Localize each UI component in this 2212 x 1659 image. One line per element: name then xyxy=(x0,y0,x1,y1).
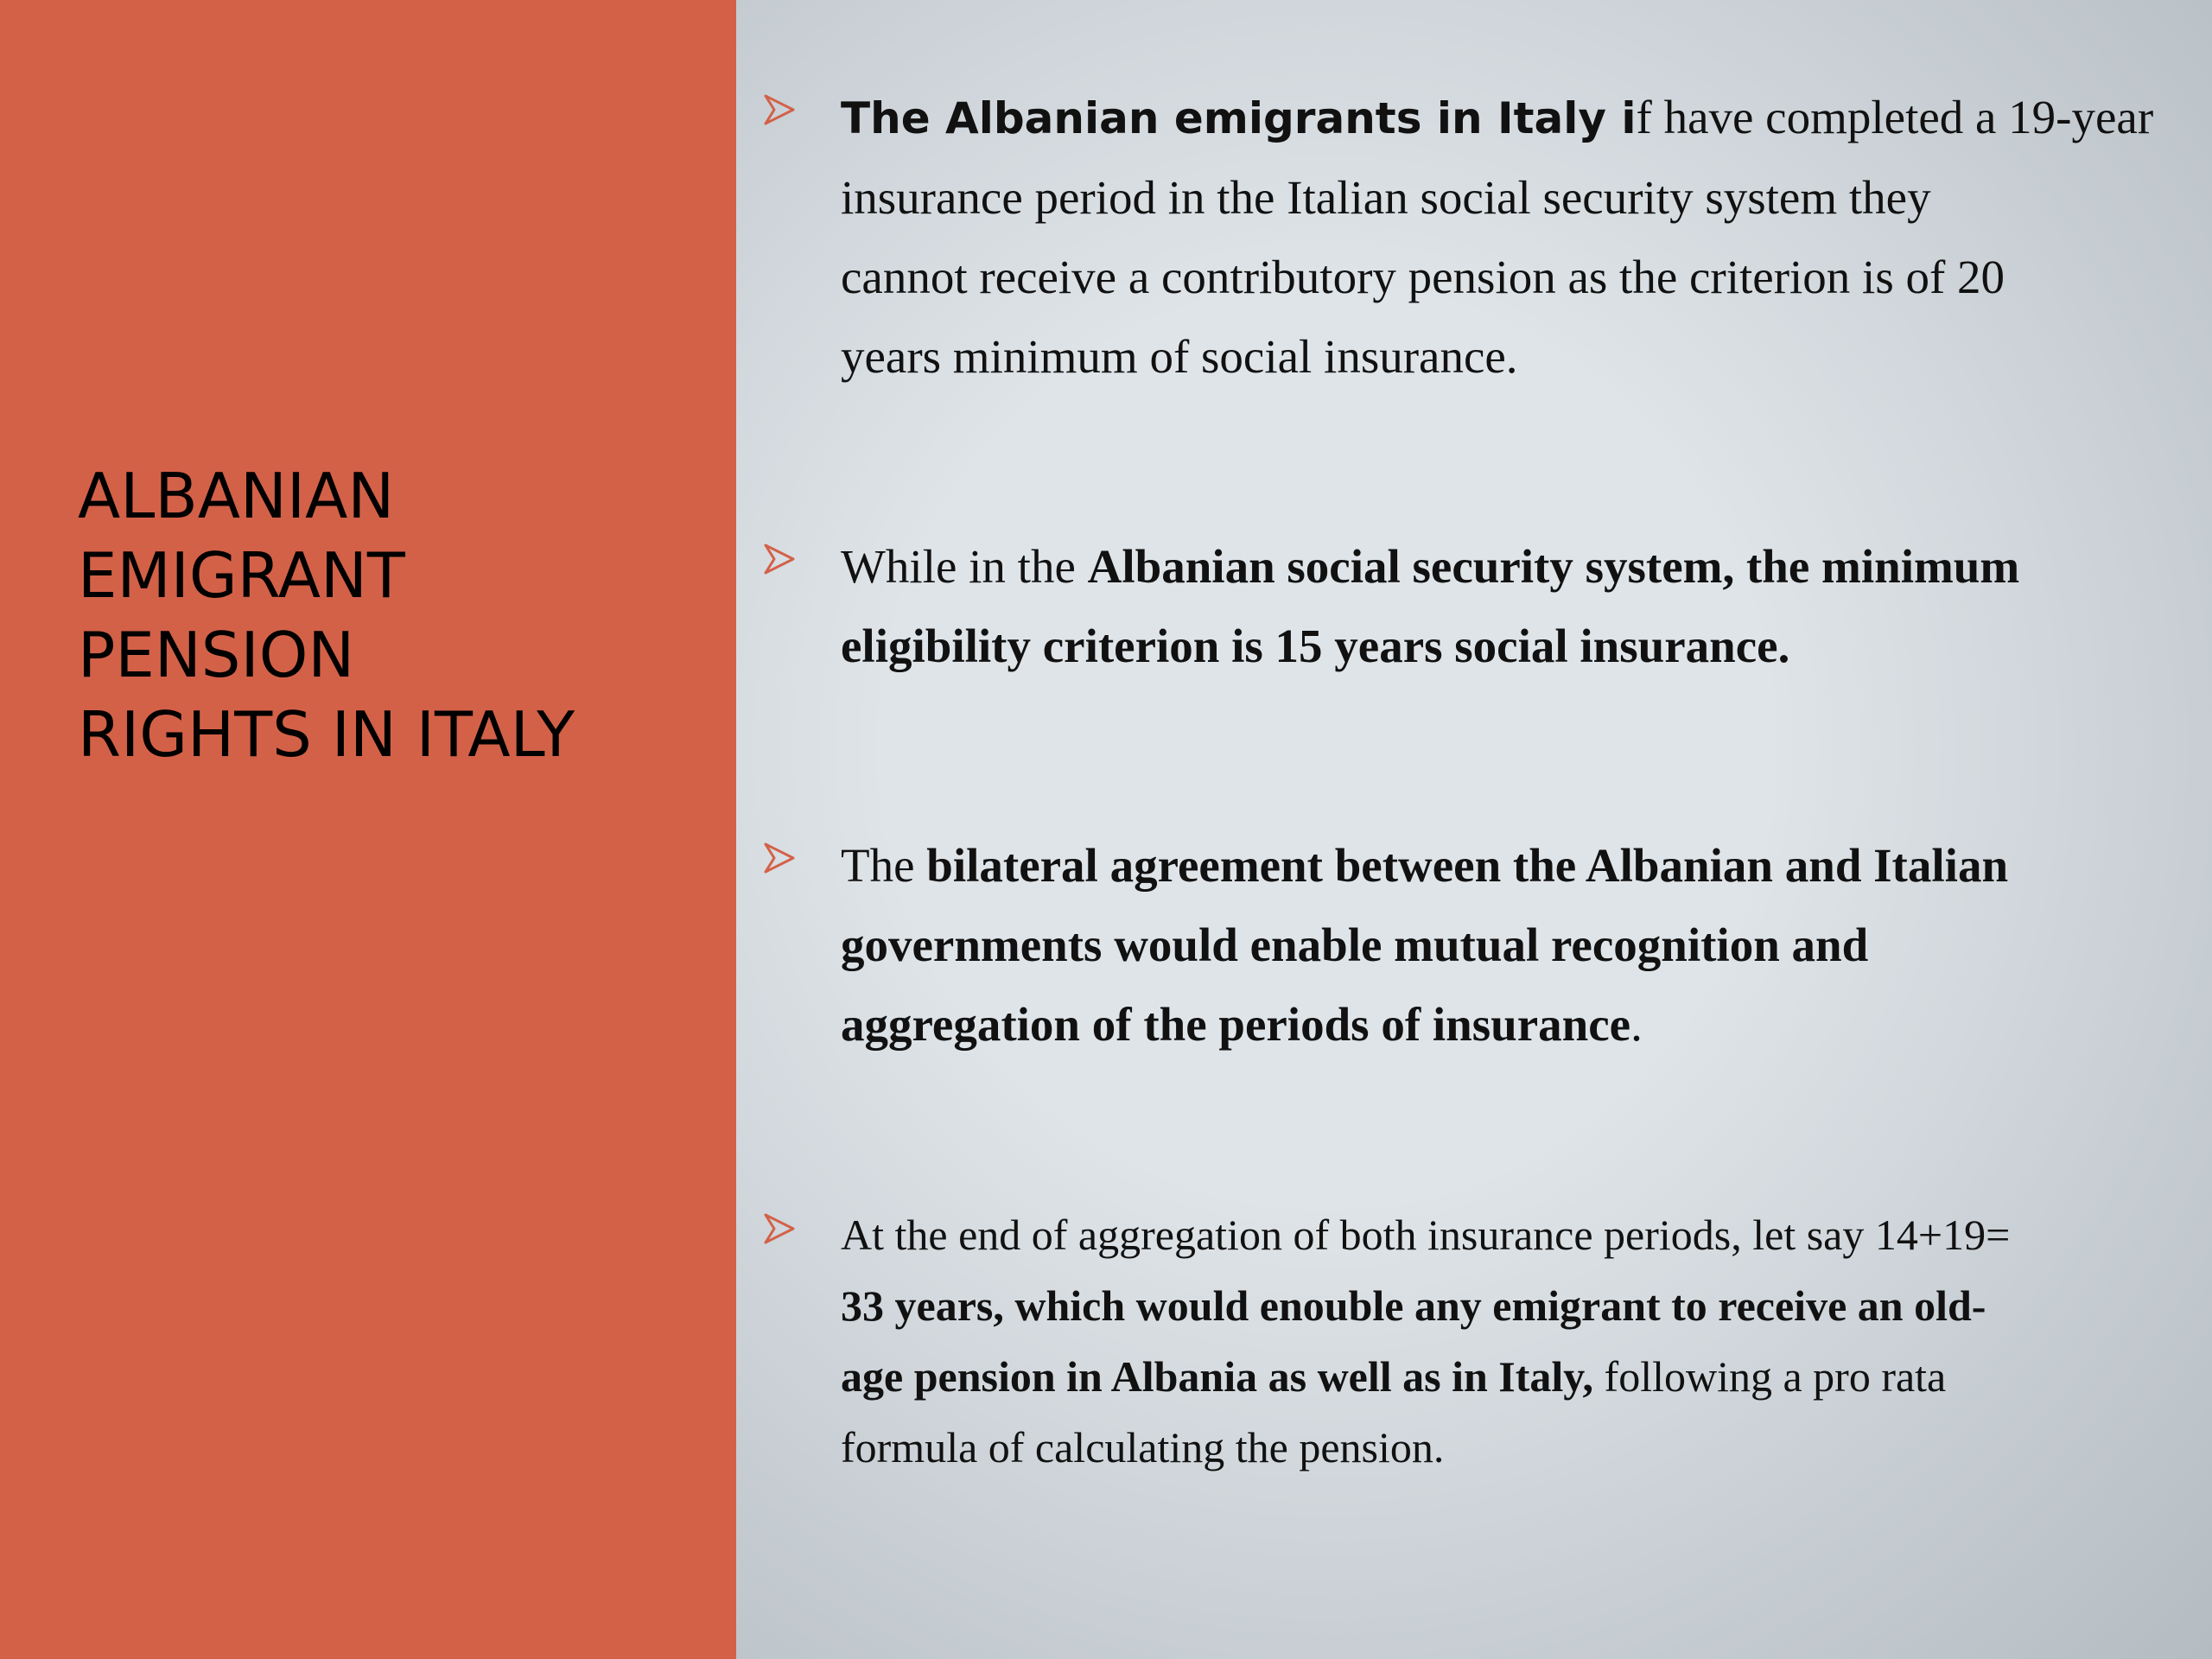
text-run: f have completed a 19-year xyxy=(1636,91,2154,143)
bullet-text xyxy=(841,1199,2210,1483)
text-run: While in the xyxy=(841,540,1088,593)
bold-phrase: Albanian social security system, the minimum xyxy=(1087,540,2020,593)
title-line: ALBANIAN xyxy=(78,460,395,532)
content-panel xyxy=(736,0,2212,1659)
title-panel xyxy=(0,0,736,1659)
bold-phrase: The Albanian emigrants in Italy i xyxy=(841,93,1637,143)
bullet-line xyxy=(841,826,2210,906)
bullet-line: cannot receive a contributory pension as the criterion is of 20 xyxy=(841,251,2005,303)
bullet-text xyxy=(841,527,2210,686)
bullet-text xyxy=(841,78,2210,397)
arrowhead-bullet-icon xyxy=(762,542,797,576)
bullet-line: 33 years, which would enouble any emigrant to receive an old- xyxy=(841,1281,1986,1330)
text-run: following a pro rata xyxy=(1593,1352,1947,1401)
bullet-line xyxy=(841,985,2210,1065)
bold-phrase: aggregation of the periods of insurance xyxy=(841,998,1631,1051)
bullet-line: years minimum of social insurance. xyxy=(841,330,1518,383)
bullet-line xyxy=(841,1341,2210,1412)
text-run: The xyxy=(841,839,927,892)
text-run: . xyxy=(1630,998,1643,1051)
arrowhead-bullet-icon xyxy=(762,841,797,875)
bullet-line: At the end of aggregation of both insurance periods, let say 14+19= xyxy=(841,1211,2011,1259)
bullet-line: eligibility criterion is 15 years social insurance. xyxy=(841,620,1790,672)
arrowhead-bullet-icon xyxy=(762,1211,797,1246)
arrowhead-bullet-icon xyxy=(762,92,797,127)
slide-title xyxy=(78,456,717,774)
title-line: RIGHTS IN ITALY xyxy=(78,698,575,771)
bold-phrase: age pension in Albania as well as in Italy, xyxy=(841,1352,1594,1401)
bold-phrase: bilateral agreement between the Albanian and Italian xyxy=(926,839,2009,892)
bullet-line: governments would enable mutual recognition and xyxy=(841,918,1869,971)
bullet-line xyxy=(841,527,2210,607)
title-line: PENSION xyxy=(78,619,355,691)
bullet-text xyxy=(841,826,2210,1065)
bullet-line xyxy=(841,78,2210,158)
bullet-line: formula of calculating the pension. xyxy=(841,1423,1445,1471)
bullet-line: insurance period in the Italian social security system they xyxy=(841,171,1931,224)
title-line: EMIGRANT xyxy=(78,539,405,612)
